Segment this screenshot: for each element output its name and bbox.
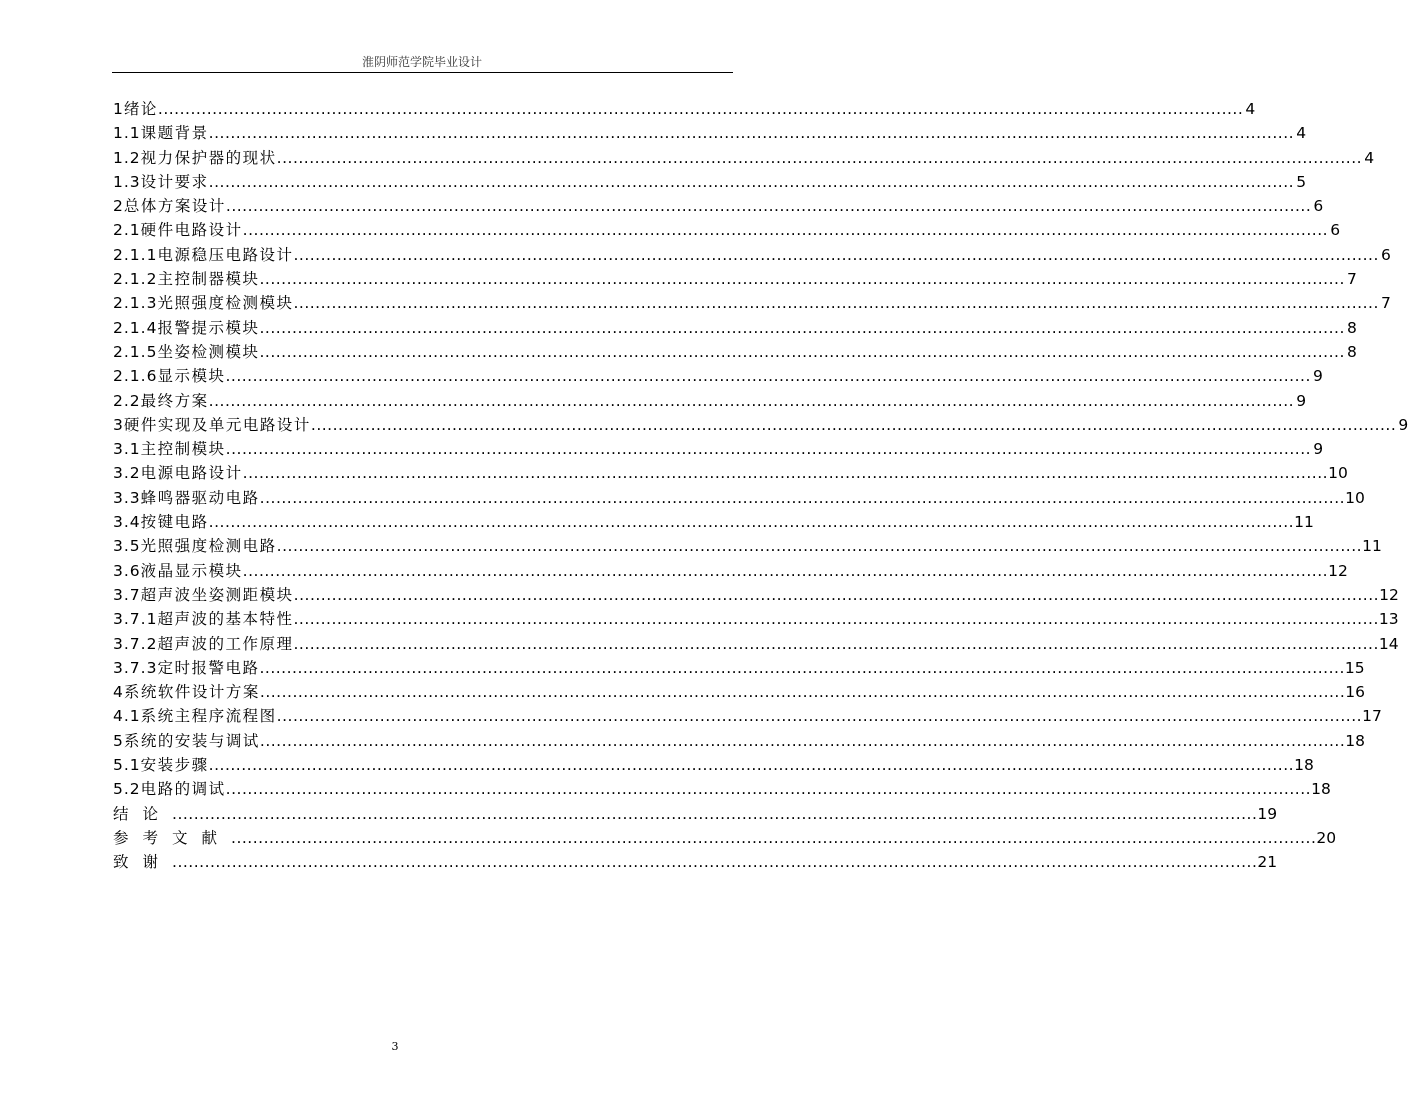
toc-entry-title: 课题背景 — [140, 124, 209, 143]
toc-entry-title: 主控制模块 — [140, 440, 226, 459]
dot-leader: ........................................................................................................................................................................................................ — [293, 294, 1379, 313]
dot-leader: ........................................................................................................................................................................................................ — [225, 780, 1312, 799]
toc-entry[interactable] — [113, 364, 1323, 388]
toc-entry-number: 3.7.3 — [113, 658, 158, 677]
toc-entry-title: 蜂鸣器驱动电路 — [140, 488, 260, 507]
toc-entry[interactable] — [113, 170, 1307, 194]
toc-entry-title: 光照强度检测电路 — [140, 537, 277, 556]
toc-entry-title: 报警提示模块 — [157, 318, 260, 337]
toc-entry-title: 系统主程序流程图 — [140, 707, 277, 726]
dot-leader: ........................................................................................................................................................................................................ — [242, 221, 1329, 240]
dot-leader: ........................................................................................................................................................................................................ — [259, 683, 1346, 702]
toc-entry-number: 2.1.6 — [113, 367, 158, 386]
toc-entry-title: 硬件实现及单元电路设计 — [123, 415, 311, 434]
toc-entry-page: 19 — [1257, 804, 1278, 823]
toc-entry-page: 11 — [1294, 513, 1314, 532]
toc-entry[interactable] — [113, 632, 1399, 656]
toc-entry-number: 3.4 — [113, 513, 141, 532]
toc-entry[interactable] — [113, 802, 1278, 826]
dot-leader: ........................................................................................................................................................................................................ — [242, 561, 1329, 580]
toc-entry-title: 坐姿检测模块 — [157, 342, 260, 361]
toc-entry[interactable] — [113, 850, 1278, 874]
toc-entry-title: 系统的安装与调试 — [123, 731, 260, 750]
dot-leader: ........................................................................................................................................................................................................ — [242, 464, 1329, 483]
toc-entry-page: 12 — [1379, 585, 1399, 604]
toc-entry[interactable] — [113, 413, 1408, 437]
toc-entry-page: 16 — [1345, 683, 1366, 702]
toc-entry-title: 电源稳压电路设计 — [157, 245, 294, 264]
toc-entry[interactable] — [113, 146, 1375, 170]
toc-entry-page: 4 — [1296, 124, 1307, 143]
table-of-contents — [113, 97, 1408, 875]
toc-entry-title: 按键电路 — [140, 513, 209, 532]
toc-entry[interactable] — [113, 97, 1256, 121]
toc-entry[interactable] — [113, 291, 1391, 315]
toc-entry-title: 最终方案 — [140, 391, 209, 410]
toc-entry-page: 20 — [1316, 828, 1337, 847]
dot-leader: ........................................................................................................................................................................................................ — [293, 585, 1380, 604]
dot-leader: ........................................................................................................................................................................................................ — [172, 853, 1258, 872]
toc-entry-number: 3.7.2 — [113, 634, 158, 653]
toc-entry[interactable] — [113, 437, 1324, 461]
page-header: 淮阴师范学院毕业设计 — [361, 55, 482, 69]
toc-entry-number: 3.5 — [113, 537, 141, 556]
toc-entry-page: 6 — [1330, 221, 1341, 240]
toc-entry-title: 安装步骤 — [140, 756, 209, 775]
toc-entry-number: 1.1 — [113, 124, 141, 143]
toc-entry[interactable] — [113, 486, 1365, 510]
toc-entry[interactable] — [113, 753, 1314, 777]
toc-entry-title: 液晶显示模块 — [140, 561, 243, 580]
toc-entry[interactable] — [113, 534, 1382, 558]
toc-entry-number: 3.3 — [113, 488, 141, 507]
dot-leader: ........................................................................................................................................................................................................ — [208, 124, 1295, 143]
toc-entry-page: 13 — [1378, 610, 1399, 629]
toc-entry[interactable] — [113, 194, 1324, 218]
toc-entry-number: 3.2 — [113, 464, 141, 483]
toc-entry-page: 18 — [1345, 731, 1366, 750]
toc-entry[interactable] — [113, 559, 1348, 583]
toc-entry-page: 17 — [1362, 707, 1382, 726]
toc-entry[interactable] — [113, 656, 1365, 680]
toc-entry-page: 12 — [1328, 561, 1348, 580]
toc-entry-number: 3.7 — [113, 585, 141, 604]
dot-leader: ........................................................................................................................................................................................................ — [259, 318, 1345, 337]
toc-entry-title: 参考文献 — [113, 828, 232, 847]
toc-entry-page: 7 — [1381, 294, 1391, 313]
toc-entry-number: 2.2 — [113, 391, 141, 410]
toc-entry-page: 15 — [1344, 658, 1365, 677]
dot-leader: ........................................................................................................................................................................................................ — [276, 148, 1363, 167]
dot-leader: ........................................................................................................................................................................................................ — [208, 756, 1295, 775]
dot-leader: ........................................................................................................................................................................................................ — [172, 804, 1258, 823]
toc-entry-title: 超声波的工作原理 — [157, 634, 294, 653]
dot-leader: ........................................................................................................................................................................................................ — [293, 634, 1379, 653]
toc-entry-page: 11 — [1362, 537, 1382, 556]
toc-entry-title: 光照强度检测模块 — [157, 294, 294, 313]
toc-entry[interactable] — [113, 583, 1399, 607]
dot-leader: ........................................................................................................................................................................................................ — [293, 610, 1379, 629]
toc-entry-page: 6 — [1381, 245, 1391, 264]
toc-entry-title: 绪论 — [123, 100, 158, 118]
dot-leader: ........................................................................................................................................................................................................ — [231, 828, 1317, 847]
toc-entry-number: 3.6 — [113, 561, 141, 580]
toc-entry[interactable] — [113, 389, 1307, 413]
toc-entry-page: 4 — [1245, 100, 1256, 118]
page-number: 3 — [391, 1040, 399, 1053]
toc-entry[interactable] — [113, 826, 1337, 850]
toc-entry-page: 5 — [1296, 172, 1307, 191]
toc-entry-number: 3 — [113, 415, 124, 434]
toc-entry-number: 2.1.3 — [113, 294, 158, 313]
toc-entry-title: 总体方案设计 — [123, 197, 226, 216]
toc-entry-number: 1.3 — [113, 172, 141, 191]
toc-entry-title: 超声波的基本特性 — [157, 610, 294, 629]
toc-entry-title: 视力保护器的现状 — [140, 148, 277, 167]
dot-leader: ........................................................................................................................................................................................................ — [276, 537, 1363, 556]
dot-leader: ........................................................................................................................................................................................................ — [259, 731, 1346, 750]
toc-entry[interactable] — [113, 607, 1399, 631]
toc-entry-page: 18 — [1311, 780, 1331, 799]
dot-leader: ........................................................................................................................................................................................................ — [225, 197, 1312, 216]
dot-leader: ........................................................................................................................................................................................................ — [208, 391, 1295, 410]
toc-entry-page: 7 — [1347, 270, 1357, 289]
toc-entry-title: 致谢 — [113, 853, 173, 872]
dot-leader: ........................................................................................................................................................................................................ — [157, 100, 1244, 118]
toc-entry[interactable] — [113, 243, 1391, 267]
toc-entry-page: 10 — [1328, 464, 1348, 483]
toc-entry-title: 主控制器模块 — [157, 270, 260, 289]
toc-entry[interactable] — [113, 218, 1341, 242]
toc-entry[interactable] — [113, 340, 1357, 364]
dot-leader: ........................................................................................................................................................................................................ — [259, 342, 1345, 361]
toc-entry-title: 电路的调试 — [140, 780, 226, 799]
toc-entry-number: 1 — [113, 100, 124, 118]
toc-entry-page: 8 — [1347, 318, 1357, 337]
toc-entry-page: 9 — [1296, 391, 1307, 410]
toc-entry-number: 5.2 — [113, 780, 141, 799]
toc-entry-page: 9 — [1398, 415, 1408, 434]
toc-entry-title: 定时报警电路 — [157, 658, 260, 677]
dot-leader: ........................................................................................................................................................................................................ — [259, 658, 1345, 677]
toc-entry-title: 系统软件设计方案 — [123, 683, 260, 702]
toc-entry-page: 9 — [1313, 367, 1323, 386]
toc-entry-number: 3.1 — [113, 440, 141, 459]
dot-leader: ........................................................................................................................................................................................................ — [310, 415, 1397, 434]
toc-entry-page: 4 — [1364, 148, 1375, 167]
toc-entry[interactable] — [113, 316, 1357, 340]
toc-entry[interactable] — [113, 461, 1348, 485]
header-rule — [112, 72, 733, 73]
toc-entry-page: 21 — [1257, 853, 1278, 872]
toc-entry-title: 结论 — [113, 804, 173, 823]
dot-leader: ........................................................................................................................................................................................................ — [208, 513, 1295, 532]
toc-entry[interactable] — [113, 777, 1331, 801]
toc-entry-number: 5.1 — [113, 756, 141, 775]
toc-entry-page: 18 — [1294, 756, 1314, 775]
toc-entry-number: 2.1.4 — [113, 318, 158, 337]
toc-entry[interactable] — [113, 121, 1307, 145]
toc-entry-number: 4.1 — [113, 707, 141, 726]
toc-entry-number: 2.1.2 — [113, 270, 158, 289]
dot-leader: ........................................................................................................................................................................................................ — [225, 367, 1311, 386]
dot-leader: ........................................................................................................................................................................................................ — [225, 440, 1312, 459]
toc-entry-page: 14 — [1378, 634, 1399, 653]
toc-entry[interactable] — [113, 267, 1357, 291]
toc-entry-title: 硬件电路设计 — [140, 221, 243, 240]
toc-entry-page: 9 — [1313, 440, 1324, 459]
toc-entry-title: 显示模块 — [157, 367, 226, 386]
dot-leader: ........................................................................................................................................................................................................ — [208, 172, 1295, 191]
toc-entry[interactable] — [113, 704, 1382, 728]
toc-entry-number: 3.7.1 — [113, 610, 158, 629]
toc-entry-page: 10 — [1345, 488, 1365, 507]
toc-entry-page: 8 — [1347, 342, 1357, 361]
toc-entry-number: 1.2 — [113, 148, 141, 167]
dot-leader: ........................................................................................................................................................................................................ — [276, 707, 1363, 726]
toc-entry[interactable] — [113, 729, 1366, 753]
toc-entry-number: 4 — [113, 683, 124, 702]
toc-entry[interactable] — [113, 510, 1314, 534]
toc-entry-title: 设计要求 — [140, 172, 209, 191]
dot-leader: ........................................................................................................................................................................................................ — [259, 488, 1346, 507]
toc-entry-title: 超声波坐姿测距模块 — [140, 585, 294, 604]
toc-entry-number: 2 — [113, 197, 124, 216]
toc-entry-title: 电源电路设计 — [140, 464, 243, 483]
toc-entry-page: 6 — [1313, 197, 1324, 216]
toc-entry-number: 5 — [113, 731, 124, 750]
toc-entry-number: 2.1 — [113, 221, 141, 240]
dot-leader: ........................................................................................................................................................................................................ — [259, 270, 1345, 289]
toc-entry[interactable] — [113, 680, 1366, 704]
dot-leader: ........................................................................................................................................................................................................ — [293, 245, 1379, 264]
toc-entry-number: 2.1.5 — [113, 342, 158, 361]
toc-entry-number: 2.1.1 — [113, 245, 158, 264]
